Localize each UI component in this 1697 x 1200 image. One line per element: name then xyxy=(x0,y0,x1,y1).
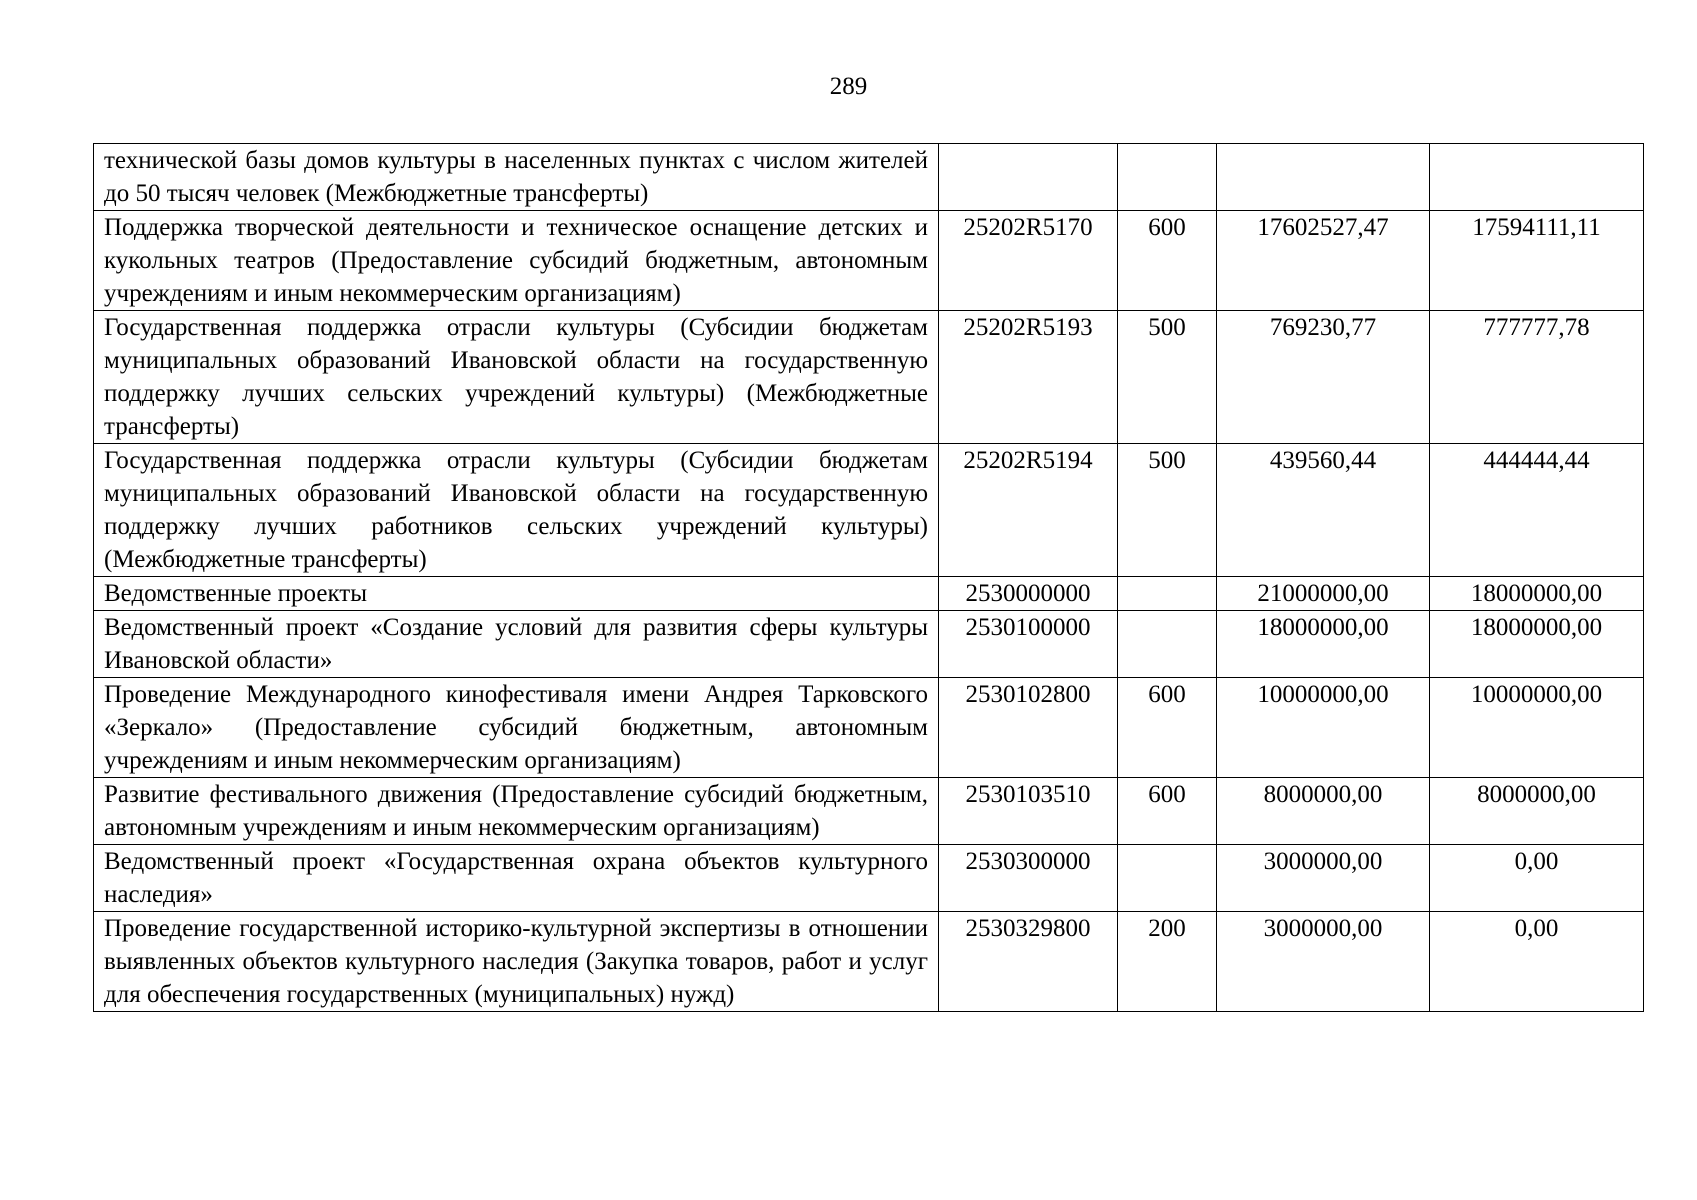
expense-type: 500 xyxy=(1118,311,1217,444)
expense-type: 600 xyxy=(1118,778,1217,845)
amount-year-2: 18000000,00 xyxy=(1430,611,1644,678)
table-row xyxy=(94,311,1644,444)
table-row xyxy=(94,912,1644,1012)
table-row xyxy=(94,444,1644,577)
item-name: Ведомственный проект «Создание условий для развития сферы культуры Ивановской области» xyxy=(94,611,939,678)
expense-type xyxy=(1118,144,1217,211)
amount-year-1: 17602527,47 xyxy=(1217,211,1430,311)
table-row xyxy=(94,144,1644,211)
page-number: 289 xyxy=(829,73,868,100)
expense-type: 500 xyxy=(1118,444,1217,577)
amount-year-1: 10000000,00 xyxy=(1217,678,1430,778)
target-code: 2530000000 xyxy=(939,577,1118,611)
amount-year-1: 21000000,00 xyxy=(1217,577,1430,611)
item-name: Проведение Международного кинофестиваля имени Андрея Тарковского «Зеркало» (Предоставление субсидий бюджетным, автономным учреждениям и иным некоммерческим организациям) xyxy=(94,678,939,778)
amount-year-1: 3000000,00 xyxy=(1217,845,1430,912)
expense-type xyxy=(1118,611,1217,678)
target-code: 25202R5194 xyxy=(939,444,1118,577)
target-code: 25202R5170 xyxy=(939,211,1118,311)
item-name: Проведение государственной историко-культурной экспертизы в отношении выявленных объектов культурного наследия (Закупка товаров, работ и услуг для обеспечения государственных (муниципальных) нужд) xyxy=(94,912,939,1012)
expense-type xyxy=(1118,845,1217,912)
table-row xyxy=(94,778,1644,845)
amount-year-1: 769230,77 xyxy=(1217,311,1430,444)
item-name: Ведомственный проект «Государственная охрана объектов культурного наследия» xyxy=(94,845,939,912)
item-name: Государственная поддержка отрасли культуры (Субсидии бюджетам муниципальных образований Ивановской области на государственную поддержку лучших работников сельских учреждений культуры) (Межбюджетные трансферты) xyxy=(94,444,939,577)
table-row xyxy=(94,577,1644,611)
amount-year-2: 777777,78 xyxy=(1430,311,1644,444)
item-name: технической базы домов культуры в населенных пунктах с числом жителей до 50 тысяч человек (Межбюджетные трансферты) xyxy=(94,144,939,211)
amount-year-1: 8000000,00 xyxy=(1217,778,1430,845)
amount-year-2: 17594111,11 xyxy=(1430,211,1644,311)
target-code: 2530100000 xyxy=(939,611,1118,678)
amount-year-2: 444444,44 xyxy=(1430,444,1644,577)
target-code: 2530103510 xyxy=(939,778,1118,845)
target-code: 2530329800 xyxy=(939,912,1118,1012)
table-row xyxy=(94,678,1644,778)
amount-year-2: 0,00 xyxy=(1430,845,1644,912)
target-code: 2530300000 xyxy=(939,845,1118,912)
target-code: 2530102800 xyxy=(939,678,1118,778)
amount-year-2: 10000000,00 xyxy=(1430,678,1644,778)
table-row xyxy=(94,611,1644,678)
item-name: Развитие фестивального движения (Предоставление субсидий бюджетным, автономным учреждениям и иным некоммерческим организациям) xyxy=(94,778,939,845)
expense-type: 200 xyxy=(1118,912,1217,1012)
amount-year-1 xyxy=(1217,144,1430,211)
budget-table xyxy=(93,143,1644,1012)
item-name: Ведомственные проекты xyxy=(94,577,939,611)
table-row xyxy=(94,211,1644,311)
target-code: 25202R5193 xyxy=(939,311,1118,444)
expense-type: 600 xyxy=(1118,211,1217,311)
amount-year-2: 0,00 xyxy=(1430,912,1644,1012)
amount-year-2 xyxy=(1430,144,1644,211)
expense-type: 600 xyxy=(1118,678,1217,778)
amount-year-1: 3000000,00 xyxy=(1217,912,1430,1012)
item-name: Поддержка творческой деятельности и техническое оснащение детских и кукольных театров (Предоставление субсидий бюджетным, автономным учреждениям и иным некоммерческим организациям) xyxy=(94,211,939,311)
target-code xyxy=(939,144,1118,211)
expense-type xyxy=(1118,577,1217,611)
amount-year-2: 18000000,00 xyxy=(1430,577,1644,611)
amount-year-1: 18000000,00 xyxy=(1217,611,1430,678)
amount-year-1: 439560,44 xyxy=(1217,444,1430,577)
table-row xyxy=(94,845,1644,912)
amount-year-2: 8000000,00 xyxy=(1430,778,1644,845)
item-name: Государственная поддержка отрасли культуры (Субсидии бюджетам муниципальных образований Ивановской области на государственную поддержку лучших сельских учреждений культуры) (Межбюджетные трансферты) xyxy=(94,311,939,444)
